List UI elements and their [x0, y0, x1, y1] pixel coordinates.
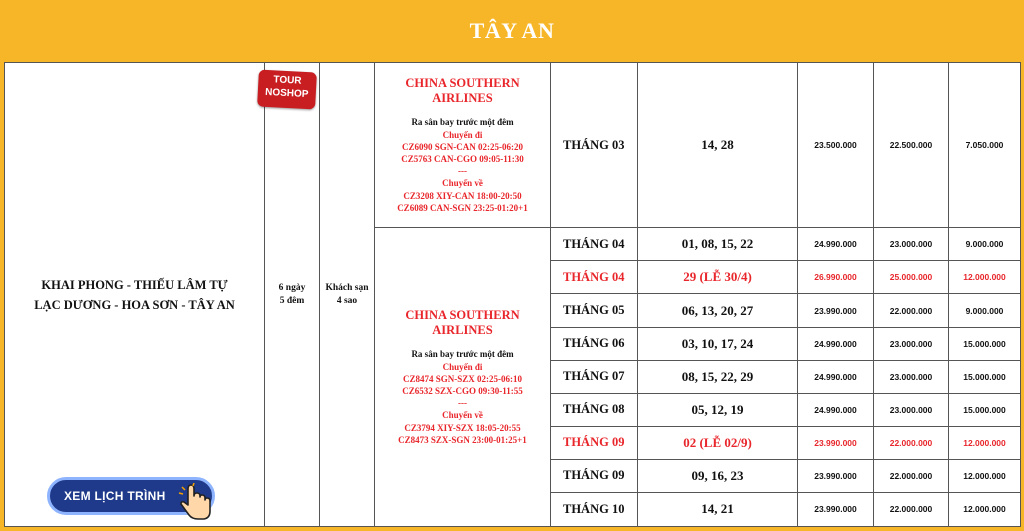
flight-line: CZ8474 SGN-SZX 02:25-06:10 [402, 373, 522, 384]
outbound-label: Chuyến đi [442, 361, 483, 372]
route-line-2: LẠC DƯƠNG - HOA SƠN - TÂY AN [34, 297, 235, 312]
flight-note: Ra sân bay trước một đêm [411, 117, 514, 128]
dates-cell: 08, 15, 22, 29 [638, 360, 798, 393]
flight-line: CZ8473 SZX-SGN 23:00-01:25+1 [398, 434, 527, 445]
month-cell: THÁNG 07 [551, 360, 638, 393]
flight-line: CZ6090 SGN-CAN 02:25-06:20 [402, 141, 523, 152]
duration-nights: 5 đêm [279, 295, 305, 306]
duration-days: 6 ngày [278, 282, 306, 293]
dates-cell: 29 (LỄ 30/4) [638, 261, 798, 294]
month-cell: THÁNG 04 [551, 261, 638, 294]
month-cell: THÁNG 05 [551, 294, 638, 327]
month-cell: THÁNG 10 [551, 492, 638, 526]
price-cell: 15.000.000 [949, 360, 1021, 393]
route-cell [5, 63, 265, 527]
dates-cell: 03, 10, 17, 24 [638, 327, 798, 360]
flight-separator: --- [458, 398, 467, 409]
flight-line: CZ6089 CAN-SGN 23:25-01:20+1 [397, 202, 528, 213]
duration-cell [265, 63, 320, 527]
price-cell: 23.990.000 [798, 492, 874, 526]
month-cell: THÁNG 09 [551, 426, 638, 459]
price-cell: 12.000.000 [949, 261, 1021, 294]
hotel-cell [320, 63, 375, 527]
month-cell: THÁNG 08 [551, 393, 638, 426]
price-cell: 25.000.000 [874, 261, 949, 294]
price-cell: 12.000.000 [949, 492, 1021, 526]
price-cell: 23.500.000 [798, 63, 874, 228]
return-label: Chuyến về [442, 178, 483, 189]
dates-cell: 02 (LỄ 02/9) [638, 426, 798, 459]
flight-note: Ra sân bay trước một đêm [411, 349, 514, 360]
table-row [5, 63, 1021, 228]
price-cell: 15.000.000 [949, 327, 1021, 360]
price-cell: 7.050.000 [949, 63, 1021, 228]
price-cell: 24.990.000 [798, 360, 874, 393]
airline-name: CHINA SOUTHERN AIRLINES [405, 308, 520, 338]
hotel-type: Khách sạn [325, 282, 369, 293]
route-line-1: KHAI PHONG - THIẾU LÂM TỰ [41, 277, 228, 292]
dates-cell: 14, 28 [638, 63, 798, 228]
return-label: Chuyến về [442, 410, 483, 421]
price-cell: 12.000.000 [949, 426, 1021, 459]
pointing-hand-icon [176, 483, 216, 521]
price-cell: 22.500.000 [874, 63, 949, 228]
hotel-stars: 4 sao [336, 295, 358, 306]
flight-line: CZ5763 CAN-CGO 09:05-11:30 [401, 153, 524, 164]
price-cell: 22.000.000 [874, 294, 949, 327]
dates-cell: 01, 08, 15, 22 [638, 228, 798, 261]
month-cell: THÁNG 04 [551, 228, 638, 261]
price-cell: 23.000.000 [874, 228, 949, 261]
flight-info-2 [375, 228, 551, 527]
price-cell: 9.000.000 [949, 294, 1021, 327]
view-itinerary-label: XEM LỊCH TRÌNH [64, 489, 166, 503]
flight-line: CZ3794 XIY-SZX 18:05-20:55 [404, 422, 521, 433]
month-cell: THÁNG 09 [551, 459, 638, 492]
tour-table [4, 62, 1021, 527]
month-cell: THÁNG 03 [551, 63, 638, 228]
dates-cell: 09, 16, 23 [638, 459, 798, 492]
price-cell: 12.000.000 [949, 459, 1021, 492]
price-cell: 23.990.000 [798, 426, 874, 459]
price-cell: 23.000.000 [874, 327, 949, 360]
price-cell: 24.990.000 [798, 393, 874, 426]
tour-noshop-badge [257, 70, 317, 110]
page-title: TÂY AN [469, 18, 555, 43]
flight-separator: --- [458, 166, 467, 177]
price-cell: 22.000.000 [874, 426, 949, 459]
dates-cell: 14, 21 [638, 492, 798, 526]
price-cell: 23.990.000 [798, 459, 874, 492]
airline-name: CHINA SOUTHERN AIRLINES [405, 76, 520, 106]
badge-line-2: NOSHOP [264, 86, 309, 101]
price-cell: 24.990.000 [798, 327, 874, 360]
price-cell: 23.990.000 [798, 294, 874, 327]
price-cell: 22.000.000 [874, 459, 949, 492]
price-cell: 15.000.000 [949, 393, 1021, 426]
flight-info-1 [375, 63, 551, 228]
price-cell: 26.990.000 [798, 261, 874, 294]
price-cell: 24.990.000 [798, 228, 874, 261]
price-cell: 9.000.000 [949, 228, 1021, 261]
flight-line: CZ3208 XIY-CAN 18:00-20:50 [403, 190, 522, 201]
month-cell: THÁNG 06 [551, 327, 638, 360]
outbound-label: Chuyến đi [442, 129, 483, 140]
badge-line-1: TOUR [273, 74, 302, 87]
dates-cell: 05, 12, 19 [638, 393, 798, 426]
price-cell: 23.000.000 [874, 393, 949, 426]
price-cell: 23.000.000 [874, 360, 949, 393]
dates-cell: 06, 13, 20, 27 [638, 294, 798, 327]
price-cell: 22.000.000 [874, 492, 949, 526]
flight-line: CZ6532 SZX-CGO 09:30-11:55 [402, 385, 523, 396]
